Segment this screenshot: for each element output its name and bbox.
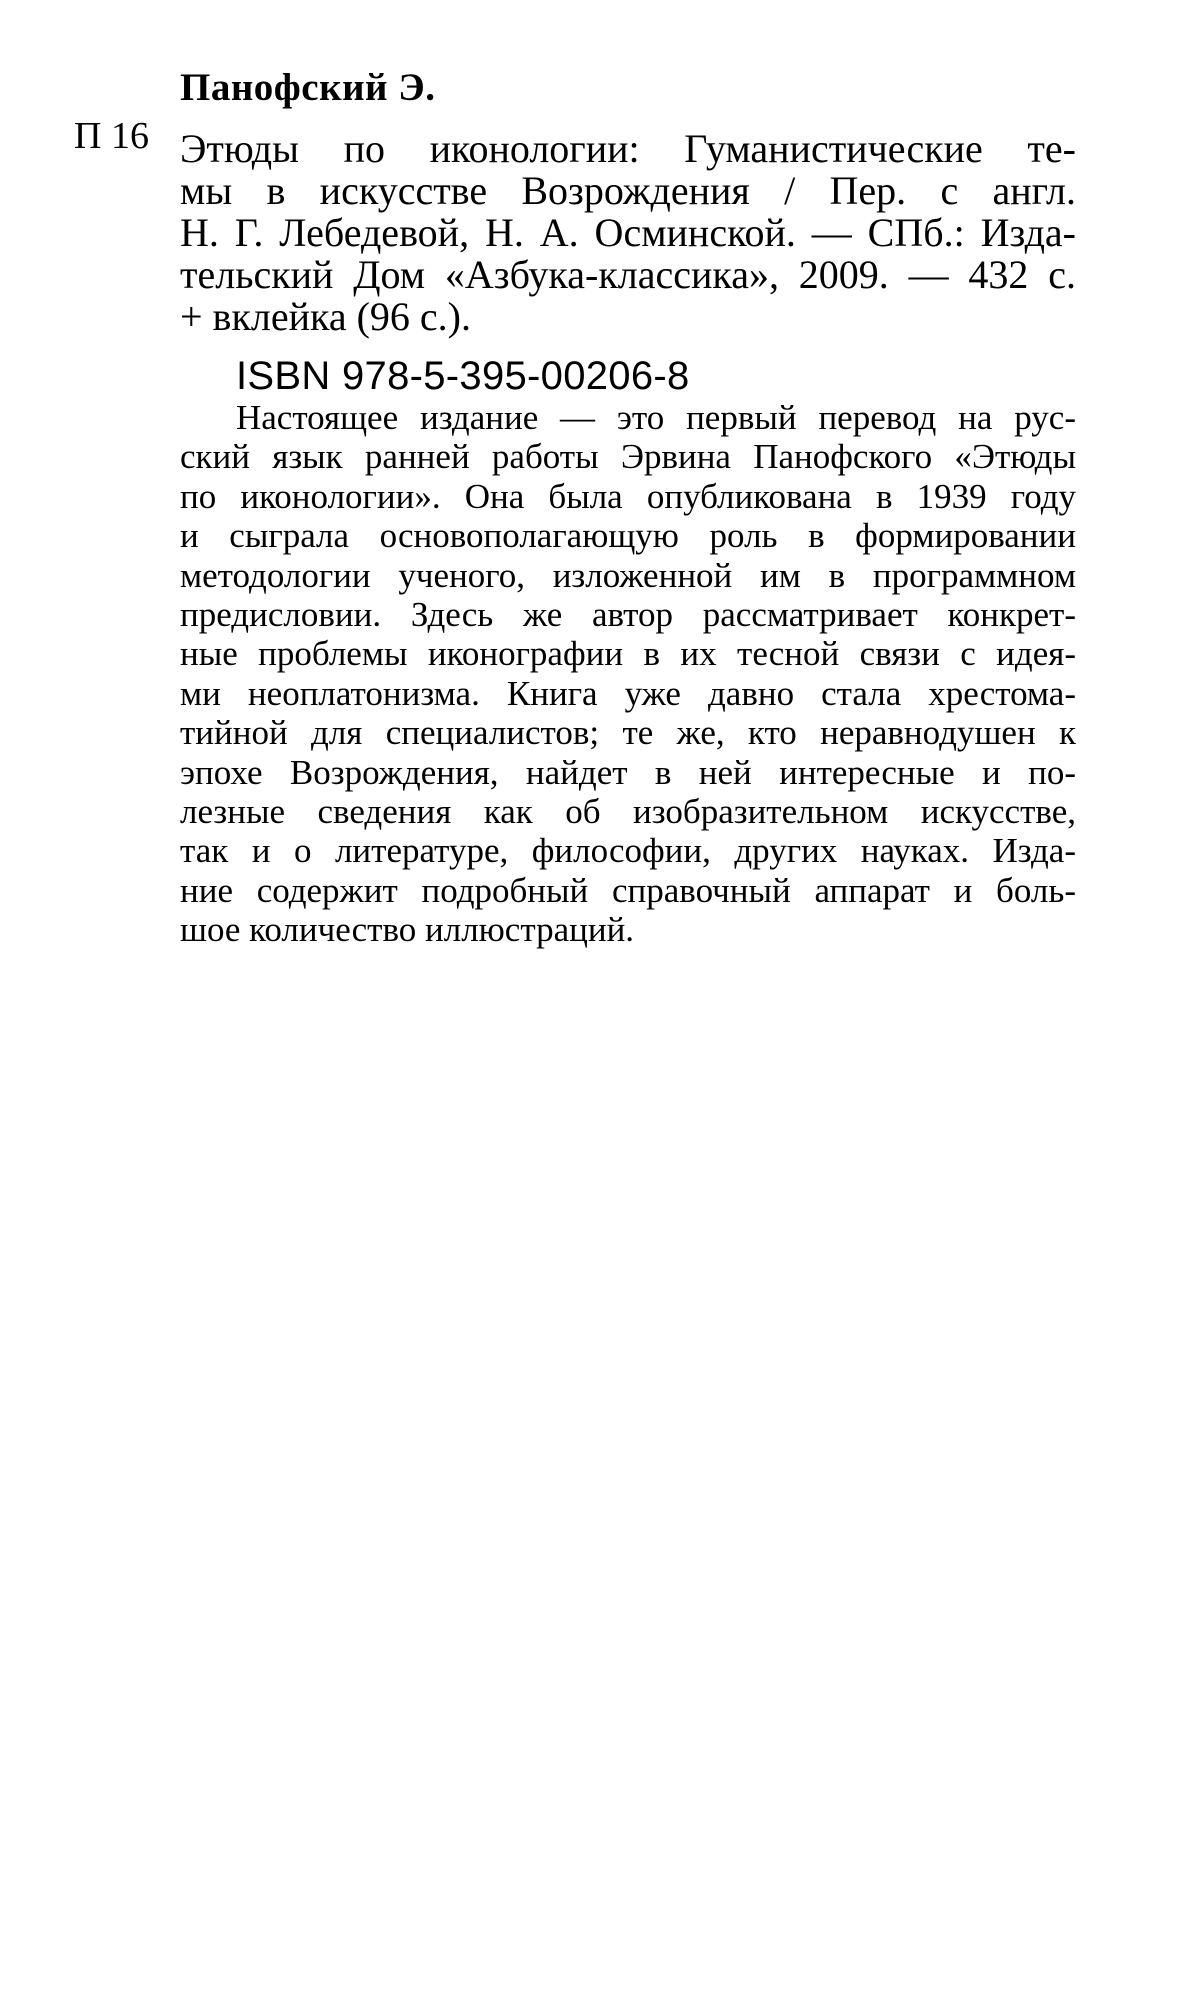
entry-line: Н. Г. Лебедевой, Н. А. Осминской. — СПб.: Изда-	[180, 210, 1076, 255]
entry-line: мы в искусстве Возрождения / Пер. с англ.	[180, 168, 1076, 213]
annotation-line: ние содержит подробный справочный аппарат и боль-	[180, 870, 1076, 910]
bibliographic-entry	[180, 128, 1076, 338]
annotation-line: ные проблемы иконографии в их тесной связи с идея-	[180, 634, 1076, 674]
author-name: Панофский Э.	[180, 66, 436, 109]
annotation	[180, 398, 1076, 950]
annotation-line: эпохе Возрождения, найдет в ней интересные и по-	[180, 752, 1076, 792]
annotation-line: так и о литературе, философии, других науках. Изда-	[180, 831, 1076, 871]
annotation-line: Настоящее издание — это первый перевод на рус-	[236, 398, 1076, 437]
annotation-line: лезные сведения как об изобразительном искусстве,	[180, 792, 1076, 832]
entry-line: тельский Дом «Азбука-классика», 2009. — 432 с.	[180, 252, 1076, 297]
annotation-line: по иконологии». Она была опубликована в 1939 году	[180, 476, 1076, 516]
entry-line: Этюды по иконологии: Гуманистические те-	[180, 126, 1076, 171]
annotation-line: ский язык ранней работы Эрвина Панофского «Этюды	[180, 437, 1076, 477]
annotation-line: методологии ученого, изложенной им в программном	[180, 555, 1076, 595]
annotation-line: тийной для специалистов; те же, кто неравнодушен к	[180, 713, 1076, 753]
library-code: П 16	[74, 115, 149, 157]
isbn: ISBN 978-5-395-00206-8	[236, 354, 690, 398]
annotation-line: шое количество иллюстраций.	[180, 910, 635, 950]
annotation-line: предисловии. Здесь же автор рассматривает конкрет-	[180, 595, 1076, 635]
entry-line: + вклейка (96 с.).	[180, 294, 471, 339]
annotation-line: и сыграла основополагающую роль в формировании	[180, 516, 1076, 556]
annotation-line: ми неоплатонизма. Книга уже давно стала хрестома-	[180, 673, 1076, 713]
